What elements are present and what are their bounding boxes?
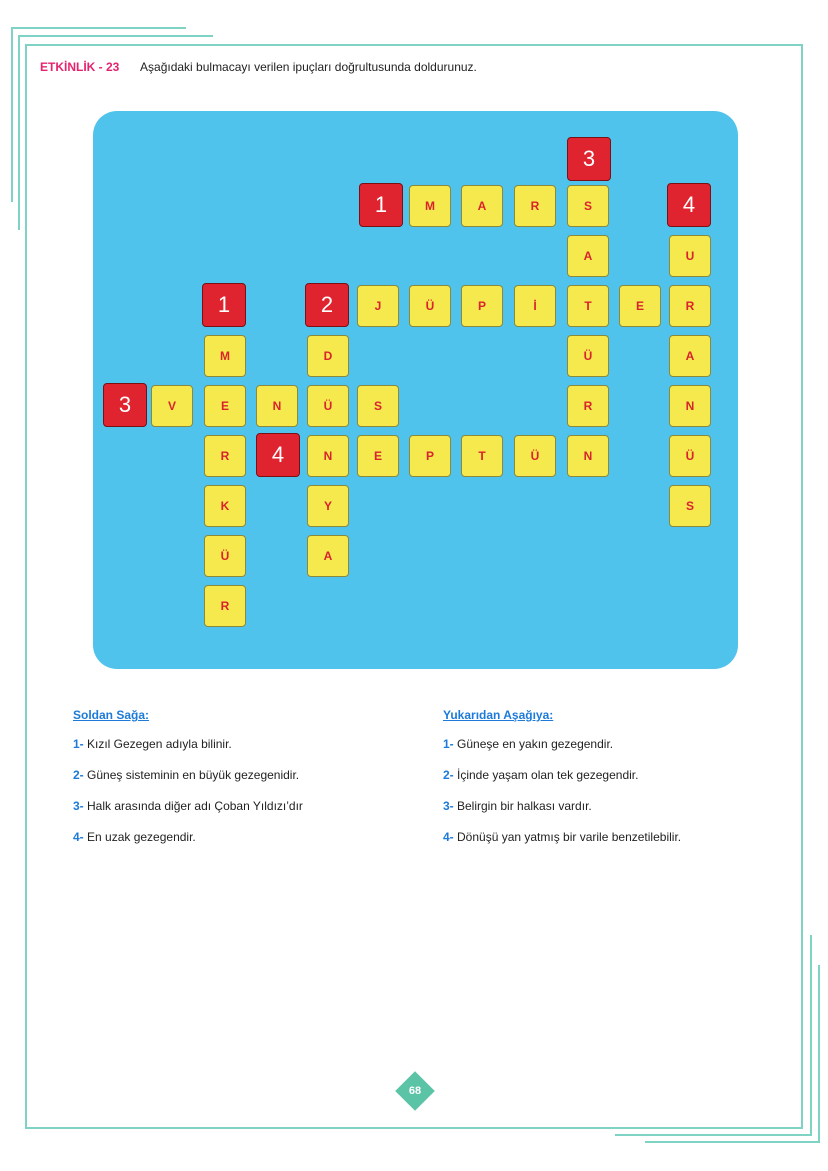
crossword-cell[interactable]: E xyxy=(619,285,661,327)
marker-down-4: 4 xyxy=(667,183,711,227)
crossword-cell[interactable]: Ü xyxy=(514,435,556,477)
clue-across-2: 2- Güneş sisteminin en büyük gezegenidir. xyxy=(73,768,300,782)
crossword-cell[interactable]: N xyxy=(567,435,609,477)
crossword-cell[interactable]: A xyxy=(461,185,503,227)
crossword-cell[interactable]: R xyxy=(567,385,609,427)
crossword-cell[interactable]: S xyxy=(669,485,711,527)
crossword-cell[interactable]: R xyxy=(204,585,246,627)
clues-across xyxy=(73,708,303,861)
crossword-cell[interactable]: N xyxy=(307,435,349,477)
activity-instruction: Aşağıdaki bulmacayı verilen ipuçları doğrultusunda doldurunuz. xyxy=(140,60,477,74)
crossword-cell[interactable]: N xyxy=(256,385,298,427)
clue-down-2: 2- İçinde yaşam olan tek gezegendir. xyxy=(443,768,639,782)
activity-label: ETKİNLİK - 23 xyxy=(40,60,120,74)
crossword-cell[interactable]: A xyxy=(307,535,349,577)
crossword-cell[interactable]: M xyxy=(409,185,451,227)
activity-header xyxy=(40,60,477,74)
crossword-cell[interactable]: R xyxy=(514,185,556,227)
clue-down-1: 1- Güneşe en yakın gezegendir. xyxy=(443,737,614,751)
crossword-cell[interactable]: K xyxy=(204,485,246,527)
crossword-cell[interactable]: M xyxy=(204,335,246,377)
clue-down-3: 3- Belirgin bir halkası vardır. xyxy=(443,799,592,813)
clue-down-4: 4- Dönüşü yan yatmış bir varile benzetilebilir. xyxy=(443,830,682,844)
marker-across-4: 4 xyxy=(256,433,300,477)
marker-across-1: 1 xyxy=(359,183,403,227)
crossword-cell[interactable]: S xyxy=(357,385,399,427)
crossword-cell[interactable]: R xyxy=(669,285,711,327)
crossword-cell[interactable]: A xyxy=(669,335,711,377)
clues-across-title: Soldan Sağa: xyxy=(73,708,150,722)
clue-across-1: 1- Kızıl Gezegen adıyla bilinir. xyxy=(73,737,232,751)
marker-across-3: 3 xyxy=(103,383,147,427)
crossword-cell[interactable]: T xyxy=(461,435,503,477)
crossword-cell[interactable]: İ xyxy=(514,285,556,327)
crossword-cell[interactable]: Y xyxy=(307,485,349,527)
crossword-cell[interactable]: Ü xyxy=(567,335,609,377)
marker-down-3: 3 xyxy=(567,137,611,181)
crossword-cell[interactable]: J xyxy=(357,285,399,327)
clues-down xyxy=(443,708,681,861)
crossword-cell[interactable]: Ü xyxy=(409,285,451,327)
marker-down-1: 1 xyxy=(202,283,246,327)
crossword-cell[interactable]: Ü xyxy=(204,535,246,577)
crossword-cell[interactable]: R xyxy=(204,435,246,477)
crossword-cell[interactable]: Ü xyxy=(669,435,711,477)
crossword-cell[interactable]: S xyxy=(567,185,609,227)
marker-across-2: 2 xyxy=(305,283,349,327)
crossword-cell[interactable]: P xyxy=(461,285,503,327)
clues-down-title: Yukarıdan Aşağıya: xyxy=(443,708,554,722)
crossword-cell[interactable]: T xyxy=(567,285,609,327)
crossword-cell[interactable]: Ü xyxy=(307,385,349,427)
crossword-cell[interactable]: D xyxy=(307,335,349,377)
crossword-cell[interactable]: U xyxy=(669,235,711,277)
crossword-cell[interactable]: E xyxy=(204,385,246,427)
crossword-cell[interactable]: A xyxy=(567,235,609,277)
page-number: 68 xyxy=(408,1085,422,1097)
crossword-cell[interactable]: P xyxy=(409,435,451,477)
crossword-board xyxy=(93,111,738,669)
crossword-cell[interactable]: E xyxy=(357,435,399,477)
clue-across-3: 3- Halk arasında diğer adı Çoban Yıldızı’dır xyxy=(73,799,303,813)
crossword-cell[interactable]: N xyxy=(669,385,711,427)
crossword-cell[interactable]: V xyxy=(151,385,193,427)
clue-across-4: 4- En uzak gezegendir. xyxy=(73,830,196,844)
